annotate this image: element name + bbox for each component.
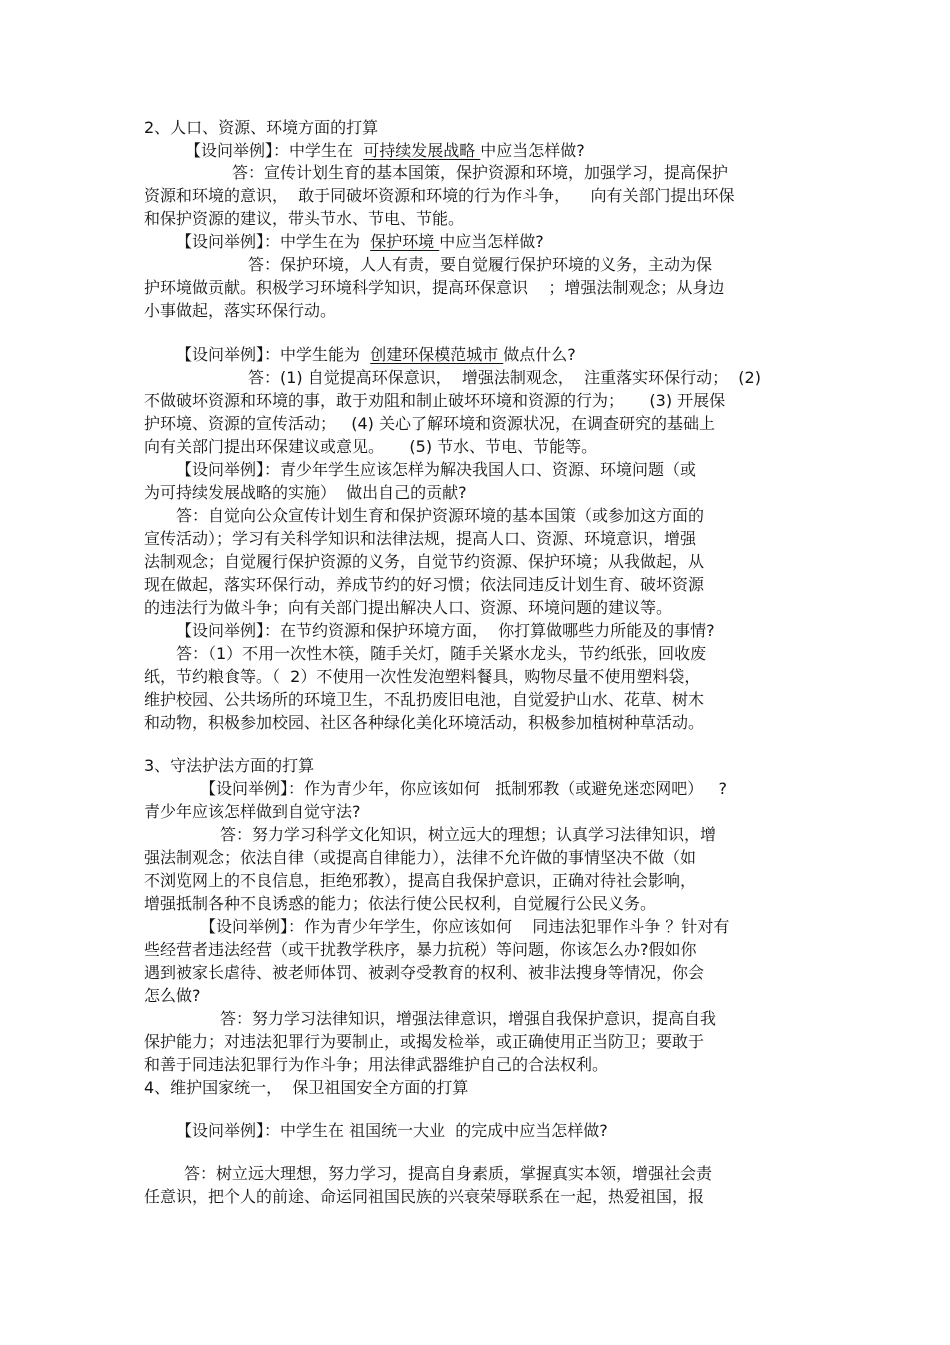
question-prefix: 【设问举例】：中学生在	[185, 141, 364, 160]
answer-line: 和善于同违法犯罪行为作斗争；用法律武器维护自己的合法权利。	[144, 1055, 609, 1074]
question-suffix: 中应当怎样做?	[439, 232, 544, 251]
answer-line: 资源和环境的意识， 敢于同破坏资源和环境的行为作斗争， 向有关部门提出环保	[144, 186, 735, 205]
section-4-heading: 4、维护国家统一， 保卫祖国安全方面的打算	[144, 1078, 469, 1097]
question-suffix: 做点什么?	[503, 345, 576, 364]
question-line: 为可持续发展战略的实施） 做出自己的贡献?	[144, 483, 467, 502]
answer-line: 强法制观念；依法自律（或提高自律能力），法律不允许做的事情坚决不做（如	[144, 848, 697, 867]
answer-line: 答：自觉向公众宣传计划生育和保护资源环境的基本国策（或参加这方面的	[176, 506, 705, 525]
question-topic: 保护环境	[370, 232, 440, 251]
section-3-heading: 3、守法护法方面的打算	[144, 756, 315, 775]
question-2-5: 【设问举例】：在节约资源和保护环境方面， 你打算做哪些力所能及的事情?	[176, 621, 715, 640]
answer-line: 答：树立远大理想，努力学习，提高自身素质，掌握真实本领，增强社会责	[184, 1164, 713, 1183]
answer-line: 答：(1) 自觉提高环保意识， 增强法制观念， 注重落实环保行动； (2)	[248, 368, 761, 387]
question-2-3	[176, 344, 576, 366]
answer-line: 护环境做贡献。积极学习环境科学知识，提高环保意识 ；增强法制观念；从身边	[144, 278, 725, 297]
answer-line: 宣传活动）；学习有关科学知识和法律法规，提高人口、资源、环境意识，增强	[144, 529, 697, 548]
question-4-1: 【设问举例】：中学生在 祖国统一大业 的完成中应当怎样做?	[176, 1121, 608, 1140]
answer-line: 不做破坏资源和环境的事，敢于劝阻和制止破坏环境和资源的行为； (3) 开展保	[144, 391, 726, 410]
question-3-2: 【设问举例】：作为青少年学生，你应该如何 同违法犯罪作斗争 ？针对有	[200, 917, 730, 936]
question-prefix: 【设问举例】：中学生能为	[176, 345, 371, 364]
answer-line: 维护校园、公共场所的环境卫生，不乱扔废旧电池，自觉爱护山水、花草、树木	[144, 690, 705, 709]
answer-line: 答：宣传计划生育的基本国策，保护资源和环境，加强学习，提高保护	[232, 163, 729, 182]
answer-line: 和动物，积极参加校园、社区各种绿化美化环境活动，积极参加植树种草活动。	[144, 713, 705, 732]
question-2-1	[185, 140, 585, 162]
answer-line: 答：努力学习法律知识，增强法律意识，增强自我保护意识，提高自我	[220, 1009, 717, 1028]
question-line: 青少年应该怎样做到自觉守法?	[144, 802, 361, 821]
answer-line: 保护能力；对违法犯罪行为要制止，或揭发检举，或正确使用正当防卫；要敢于	[144, 1032, 705, 1051]
answer-line: 答：保护环境，人人有责，要自觉履行保护环境的义务，主动为保	[248, 255, 713, 274]
question-topic: 可持续发展战略	[363, 141, 481, 160]
answer-line: 答：（1）不用一次性木筷，随手关灯，随手关紧水龙头，节约纸张，回收废	[176, 644, 707, 663]
question-line: 怎么做?	[144, 986, 201, 1005]
section-2-heading: 2、人口、资源、环境方面的打算	[144, 118, 379, 137]
question-line: 些经营者违法经营（或干扰教学秩序，暴力抗税）等问题，你该怎么办?假如你	[144, 940, 697, 959]
question-2-4: 【设问举例】：青少年学生应该怎样为解决我国人口、资源、环境问题（或	[176, 460, 697, 479]
answer-line: 法制观念；自觉履行保护资源的义务，自觉节约资源、保护环境；从我做起，从	[144, 552, 705, 571]
answer-line: 的违法行为做斗争；向有关部门提出解决人口、资源、环境问题的建议等。	[144, 598, 673, 617]
answer-line: 答：努力学习科学文化知识，树立远大的理想；认真学习法律知识，增	[220, 825, 717, 844]
answer-line: 护环境、资源的宣传活动； (4) 关心了解环境和资源状况，在调查研究的基础上	[144, 414, 716, 433]
answer-line: 纸，节约粮食等。（ 2）不使用一次性发泡塑料餐具，购物尽量不使用塑料袋，	[144, 667, 701, 686]
question-prefix: 【设问举例】：中学生在为	[176, 232, 371, 251]
answer-line: 不浏览网上的不良信息，拒绝邪教），提高自我保护意识，正确对待社会影响，	[144, 871, 697, 890]
answer-line: 任意识，把个人的前途、命运同祖国民族的兴衰荣辱联系在一起，热爱祖国，报	[144, 1187, 705, 1206]
answer-line: 和保护资源的建议，带头节水、节电、节能。	[144, 209, 465, 228]
question-line: 遇到被家长虐待、被老师体罚、被剥夺受教育的权利、被非法搜身等情况，你会	[144, 963, 705, 982]
answer-line: 现在做起，落实环保行动，养成节约的好习惯；依法同违反计划生育、破坏资源	[144, 575, 705, 594]
question-suffix: 中应当怎样做?	[480, 141, 585, 160]
answer-line: 增强抵制各种不良诱惑的能力；依法行使公民权利，自觉履行公民义务。	[144, 894, 657, 913]
question-3-1: 【设问举例】：作为青少年，你应该如何 抵制邪教（或避免迷恋网吧） ?	[200, 779, 728, 798]
question-topic: 创建环保模范城市	[370, 345, 504, 364]
answer-line: 向有关部门提出环保建议或意见。 (5) 节水、节电、节能等。	[144, 437, 598, 456]
question-2-2	[176, 231, 544, 253]
answer-line: 小事做起，落实环保行动。	[144, 301, 337, 320]
